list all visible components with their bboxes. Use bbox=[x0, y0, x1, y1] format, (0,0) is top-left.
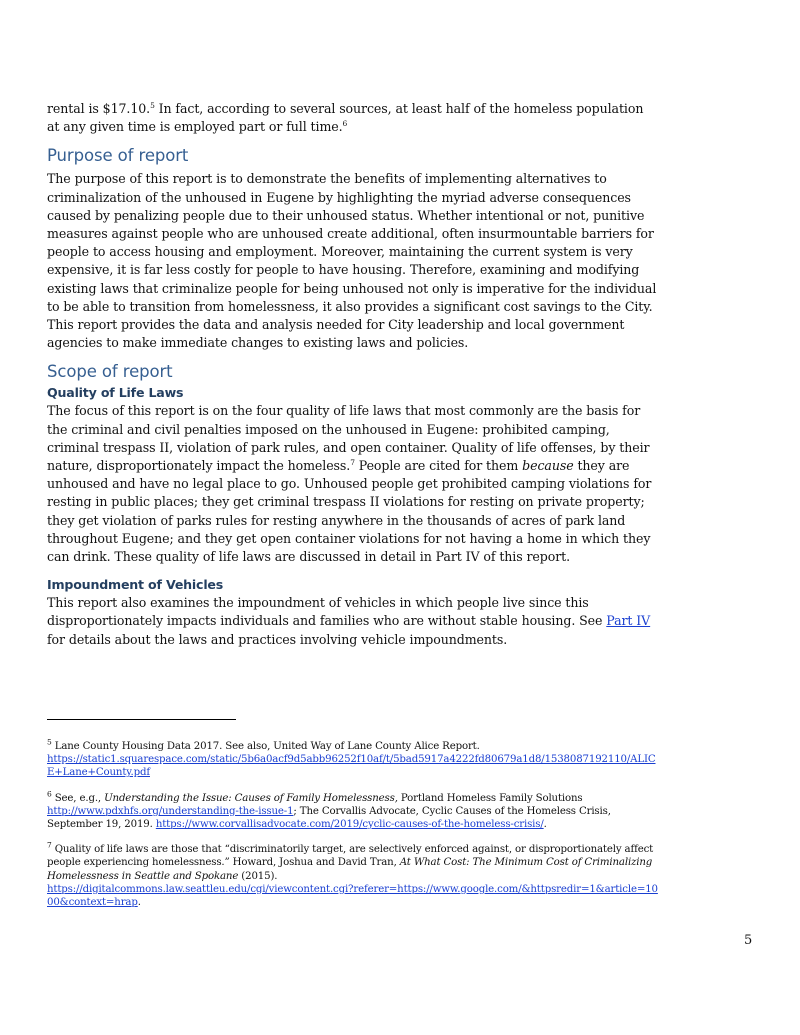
footnote-6: $^6$ See, e.g., Understanding the Issue: Causes of Family Homelessness, Portland Homeless Family Solutions http://www.pdxhfs.org/understanding-the-issue-1; The Corvallis Advocate, Cyclic Causes of the Homeless Crisis, September 19, 2019. https://www.corvallisadvocate.com/2019/cyclic-causes-of-the-homeless-crisis/. bbox=[47, 789, 611, 831]
footnote-separator bbox=[47, 719, 236, 720]
main-content bbox=[47, 100, 659, 649]
impoundment-paragraph: This report also examines the impoundment of vehicles in which people live since this disproportionately impacts individuals and families who are without stable housing. See Part IV for details about the laws and practices involving vehicle impoundments. bbox=[47, 595, 651, 647]
purpose-paragraph: The purpose of this report is to demonstrate the benefits of implementing alternatives to criminalization of the unhoused in Eugene by highlighting the myriad adverse consequences caused by penalizing people due to their unhoused status. Whether intentional or not, punitive measures against people who are unhoused create additional, often insurmountable barriers for people to access housing and employment. Moreover, maintaining the current system is very expensive, it is far less costly for people to have housing. Therefore, examining and modifying existing laws that criminalize people for being unhoused not only is imperative for the individual to be able to transition from homelessness, it also provides a significant cost savings to the City. This report provides the data and analysis needed for City leadership and local government agencies to make immediate changes to existing laws and policies. bbox=[47, 171, 657, 351]
intro-paragraph: rental is $17.10.$^5$ In fact, according to several sources, at least half of the homeless population at any given time is employed part or full time.$^6$ bbox=[47, 100, 644, 135]
footnote-ref-6[interactable]: 6 bbox=[342, 119, 348, 129]
footnote-ref-5[interactable]: 5 bbox=[150, 100, 155, 110]
footnote-6-link-1[interactable]: http://www.pdxhfs.org/understanding-the-issue-1 bbox=[47, 805, 294, 817]
footnote-7: $^7$ Quality of life laws are those that “discriminatorily target, are selectively enforced against, or disproportionately affect people experiencing homelessness.” Howard, Joshua and David Tran, At What Cost: The Minimum Cost of Criminalizing Homelessness in Seattle and Spokane (2015). https://digitalcommons.law.seattleu.edu/cgi/viewcontent.cgi?referer=https://www.google.com/&httpsredir=1&article=1000&context=hrap. bbox=[47, 840, 658, 909]
part-iv-link[interactable]: Part IV bbox=[606, 613, 651, 629]
purpose-heading: Purpose of report bbox=[47, 146, 189, 166]
footnote-ref-7[interactable]: 7 bbox=[350, 457, 355, 467]
page-number: 5 bbox=[744, 933, 753, 948]
footnote-7-link[interactable]: https://digitalcommons.law.seattleu.edu/cgi/viewcontent.cgi?referer=https://www.google.com/&httpsredir=1&article=1000&context=hrap bbox=[47, 883, 658, 909]
footnotes bbox=[47, 737, 659, 921]
quality-of-life-paragraph: The focus of this report is on the four quality of life laws that most commonly are the basis for the criminal and civil penalties imposed on the unhoused in Eugene: prohibited camping, criminal trespass II, violation of park rules, and open container. Quality of life offenses, by their nature, disproportionately impact the homeless.$^7$ People are cited for them because they are unhoused and have no legal place to go. Unhoused people get prohibited camping violations for resting in public places; they get criminal trespass II violations for resting on private property; they get violation of parks rules for resting anywhere in the thousands of acres of park land throughout Eugene; and they get open container violations for not having a home in which they can drink. These quality of life laws are discussed in detail in Part IV of this report. bbox=[47, 403, 652, 565]
quality-of-life-heading: Quality of Life Laws bbox=[47, 385, 184, 401]
impoundment-heading: Impoundment of Vehicles bbox=[47, 577, 224, 593]
footnote-5: $^5$ Lane County Housing Data 2017. See also, United Way of Lane County Alice Report. https://static1.squarespace.com/static/5b6a0acf9d5abb96252f10af/t/5bad5917a4222fd80679a1d8/1538087192110/ALICE+Lane+County.pdf bbox=[47, 737, 656, 779]
footnote-6-link-2[interactable]: https://www.corvallisadvocate.com/2019/cyclic-causes-of-the-homeless-crisis/ bbox=[155, 819, 544, 831]
scope-heading: Scope of report bbox=[47, 362, 173, 382]
footnote-5-link[interactable]: https://static1.squarespace.com/static/5b6a0acf9d5abb96252f10af/t/5bad5917a4222fd80679a1d8/1538087192110/ALICE+Lane+County.pdf bbox=[47, 754, 656, 779]
